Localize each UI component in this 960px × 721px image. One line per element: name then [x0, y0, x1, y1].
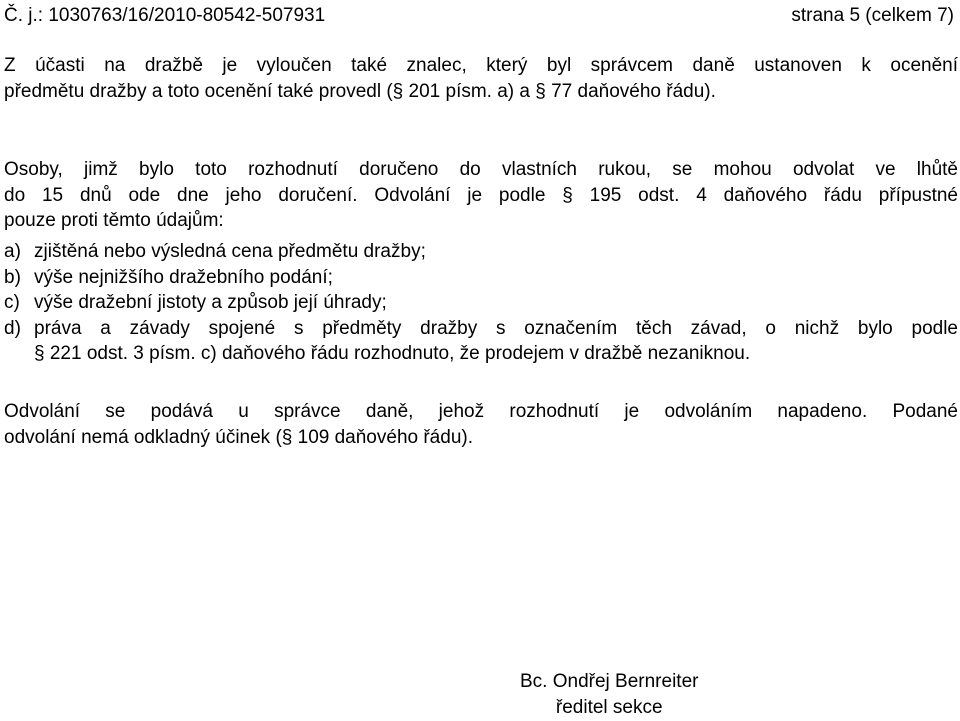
paragraph-line: pouze proti těmto údajům:: [4, 210, 224, 231]
paragraph-line: předmětu dražby a toto ocenění také provedl (§ 201 písm. a) a § 77 daňového řádu).: [4, 80, 716, 102]
list-marker: a): [4, 241, 21, 262]
paragraph-appeal-filing: [4, 399, 958, 450]
list-item: [4, 290, 958, 316]
list-marker: d): [4, 317, 21, 339]
paragraph-line: Osoby, jimž bylo toto rozhodnutí doručeno do vlastních rukou, se mohou odvolat ve lhůtě: [4, 159, 958, 180]
list-item-text: zjištěná nebo výsledná cena předmětu dražby;: [34, 241, 426, 262]
list-marker: c): [4, 292, 20, 313]
list-item-text: práva a závady spojené s předměty dražby s označením těch závad, o nichž bylo podle: [34, 317, 958, 339]
list-item: [4, 316, 958, 342]
list-item-text: výše dražební jistoty a způsob její úhrady;: [34, 292, 387, 313]
page-number: strana 5 (celkem 7): [791, 5, 954, 26]
list-item-text: výše nejnižšího dražebního podání;: [34, 266, 333, 288]
paragraph-appeal-right: [4, 157, 958, 234]
appeal-grounds-list: [4, 239, 958, 367]
paragraph-line: do 15 dnů ode dne jeho doručení. Odvolání je podle § 195 odst. 4 daňového řádu přípustné: [4, 184, 958, 206]
list-marker: b): [4, 266, 21, 288]
paragraph-line: odvolání nemá odkladný účinek (§ 109 daňového řádu).: [4, 426, 473, 448]
paragraph-line: Odvolání se podává u správce daně, jehož rozhodnutí je odvoláním napadeno. Podané: [4, 401, 958, 422]
signatory-name: Bc. Ondřej Bernreiter: [520, 671, 699, 692]
signatory-title: ředitel sekce: [555, 697, 663, 718]
list-item: [4, 265, 958, 291]
reference-number: Č. j.: 1030763/16/2010-80542-507931: [4, 5, 326, 26]
page-header: [4, 3, 954, 29]
paragraph-expert-exclusion: [4, 53, 958, 104]
list-item: [4, 239, 958, 265]
list-item-continuation: § 221 odst. 3 písm. c) daňového řádu rozhodnuto, že prodejem v dražbě nezaniknou.: [34, 343, 751, 364]
signature-block: [520, 669, 698, 721]
paragraph-line: Z účasti na dražbě je vyloučen také znalec, který byl správcem daně ustanoven k ocenění: [4, 55, 958, 76]
